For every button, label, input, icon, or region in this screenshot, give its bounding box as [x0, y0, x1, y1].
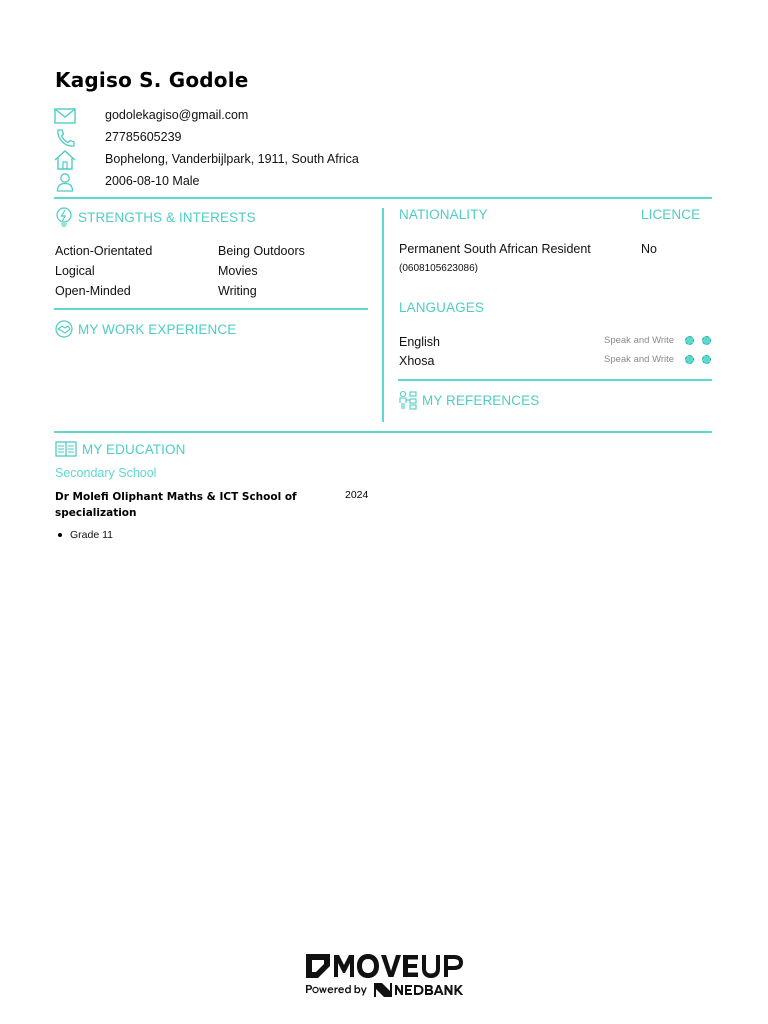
strengths-heading: [54, 207, 256, 227]
moveup-nedbank-logo: [304, 952, 466, 1000]
divider-right-mid: [398, 379, 712, 381]
proficiency-dot: [702, 355, 711, 364]
references-title: MY REFERENCES: [422, 392, 540, 408]
education-heading: [54, 439, 185, 459]
education-year: 2024: [345, 489, 369, 501]
handshake-icon: [54, 319, 74, 339]
contact-dob-row: [53, 171, 200, 193]
work-title: MY WORK EXPERIENCE: [78, 321, 237, 337]
envelope-icon: [53, 105, 77, 127]
language-name: English: [399, 335, 440, 349]
language-level: Speak and Write: [604, 354, 675, 365]
divider-vertical: [382, 208, 384, 422]
email-text: godolekagiso@gmail.com: [105, 108, 249, 122]
licence-title: LICENCE: [641, 207, 701, 222]
strengths-title: STRENGTHS & INTERESTS: [78, 209, 256, 225]
strength-item: Logical: [55, 264, 95, 278]
nationality-id: (0608105623086): [399, 263, 478, 274]
proficiency-dot: [685, 355, 694, 364]
contact-address-row: [53, 149, 359, 171]
education-item-text: Grade 11: [70, 529, 113, 541]
work-heading: [54, 319, 236, 339]
candidate-name: Kagiso S. Godole: [55, 68, 249, 92]
lightbulb-icon: [54, 207, 74, 227]
home-icon: [53, 149, 77, 171]
divider-education: [54, 431, 712, 433]
language-level: Speak and Write: [604, 335, 675, 346]
education-school: Dr Molefi Oliphant Maths & ICT School of specialization: [55, 491, 297, 519]
strength-item: Open-Minded: [55, 284, 131, 298]
interest-item: Movies: [218, 264, 258, 278]
references-heading: [398, 390, 539, 410]
language-name: Xhosa: [399, 354, 435, 368]
licence-heading: [641, 207, 700, 222]
proficiency-dot: [702, 336, 711, 345]
phone-icon: [53, 127, 77, 149]
phone-text: 27785605239: [105, 130, 182, 144]
dob-gender-text: 2006-08-10 Male: [105, 174, 200, 188]
education-list-item: [58, 529, 113, 541]
interest-item: Writing: [218, 284, 257, 298]
divider-left-mid: [54, 308, 368, 310]
contact-phone-row: [53, 127, 182, 149]
people-network-icon: [398, 390, 418, 410]
proficiency-dot: [685, 336, 694, 345]
education-title: MY EDUCATION: [82, 441, 186, 457]
nationality-title: NATIONALITY: [399, 207, 488, 222]
person-icon: [53, 171, 77, 193]
languages-title: LANGUAGES: [399, 300, 484, 315]
divider-top: [54, 197, 712, 199]
education-subtitle: Secondary School: [55, 466, 157, 480]
contact-email-row: [53, 105, 249, 127]
languages-heading: [399, 300, 484, 315]
nationality-value: Permanent South African Resident: [399, 242, 591, 256]
nationality-heading: [399, 207, 488, 222]
licence-value: No: [641, 242, 657, 256]
address-text: Bophelong, Vanderbijlpark, 1911, South Africa: [105, 152, 359, 166]
strength-item: Action-Orientated: [55, 244, 153, 258]
interest-item: Being Outdoors: [218, 244, 305, 258]
bullet-icon: [58, 533, 62, 537]
open-book-icon: [54, 439, 78, 459]
